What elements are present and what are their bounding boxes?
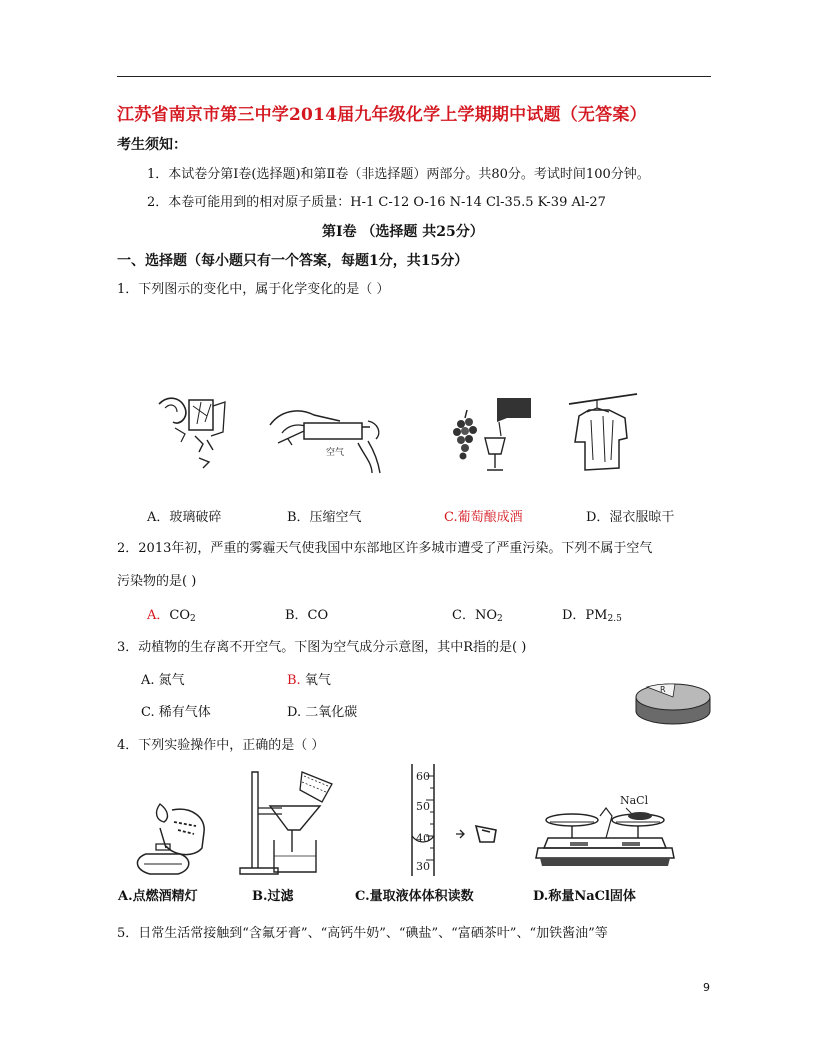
air-compression-illustration (268, 403, 393, 475)
glass-breaking-illustration (155, 392, 230, 474)
grape-wine-illustration (447, 396, 535, 476)
clothes-drying-illustration (567, 390, 639, 474)
q2-stem-line-2: 污染物的是( ) (117, 574, 197, 589)
scale-label-60: 60 (416, 770, 430, 783)
balance-scale-illustration (530, 786, 678, 882)
q2-option-a: A．$CO_2$ (147, 608, 196, 624)
q4-caption-b: B.过滤 (252, 889, 294, 904)
q3-option-d: D. 二氧化碳 (287, 705, 358, 720)
q3-option-b: B. 氧气 (287, 673, 331, 688)
notice-heading: 考生须知： (117, 137, 187, 153)
page-number: 9 (703, 981, 710, 994)
pie-r-label: R (660, 685, 666, 694)
nacl-label: NaCl (620, 794, 649, 807)
scale-label-30: 30 (416, 860, 430, 873)
header-rule (117, 76, 711, 77)
q1-option-c: C.葡萄酿成酒 (444, 510, 523, 525)
notice-item-1: 1．本试卷分第Ⅰ卷(选择题)和第Ⅱ卷（非选择题）两部分。共80分。考试时间100分钟。 (147, 167, 650, 182)
q2-option-d: D．$PM_{2.5}$ (562, 608, 622, 624)
q5-stem: 5．日常生活常接触到“含氟牙膏”、“高钙牛奶”、“碘盐”、“富硒茶叶”、“加铁酱油”等 (117, 926, 608, 941)
q4-stem: 4．下列实验操作中，正确的是（ ） (117, 738, 325, 753)
q4-caption-a: A.点燃酒精灯 (118, 889, 198, 904)
section-heading: 第Ⅰ卷 （选择题 共25分） (322, 224, 484, 240)
q3-option-a: A. 氮气 (141, 673, 185, 688)
air-composition-pie-diagram (633, 675, 713, 735)
filtration-illustration (230, 768, 340, 880)
q1-stem: 1．下列图示的变化中，属于化学变化的是（ ） (117, 282, 390, 297)
q2-stem-line-1: 2．2013年初，严重的雾霾天气使我国中东部地区许多城市遭受了严重污染。下列不属于空气 (117, 541, 653, 556)
scale-label-40: 40 (416, 832, 430, 845)
q3-option-c: C. 稀有气体 (141, 705, 211, 720)
q3-stem: 3．动植物的生存离不开空气。下图为空气成分示意图，其中R指的是( ) (117, 640, 527, 655)
q2-option-b: B．CO (285, 608, 329, 623)
document-title: 江苏省南京市第三中学2014届九年级化学上学期期中试题（无答案） (117, 105, 647, 125)
q1-option-d: D．湿衣服晾干 (586, 510, 675, 525)
air-label: 空气 (326, 448, 345, 458)
graduated-cylinder-illustration (400, 764, 520, 880)
scale-label-50: 50 (416, 800, 430, 813)
q2-option-c: C．$NO_2$ (452, 608, 503, 624)
q4-caption-d: D.称量NaCl固体 (533, 889, 636, 904)
q4-caption-c: C.量取液体体积读数 (355, 889, 474, 904)
part-heading: 一、选择题（每小题只有一个答案，每题1分，共15分） (117, 253, 469, 269)
q1-option-b: B．压缩空气 (287, 510, 362, 525)
q1-option-a: A．玻璃破碎 (147, 510, 222, 525)
alcohol-lamp-illustration (130, 800, 215, 880)
notice-item-2: 2．本卷可能用到的相对原子质量：H-1 C-12 O-16 N-14 Cl-35.5 K-39 Al-27 (147, 195, 606, 210)
